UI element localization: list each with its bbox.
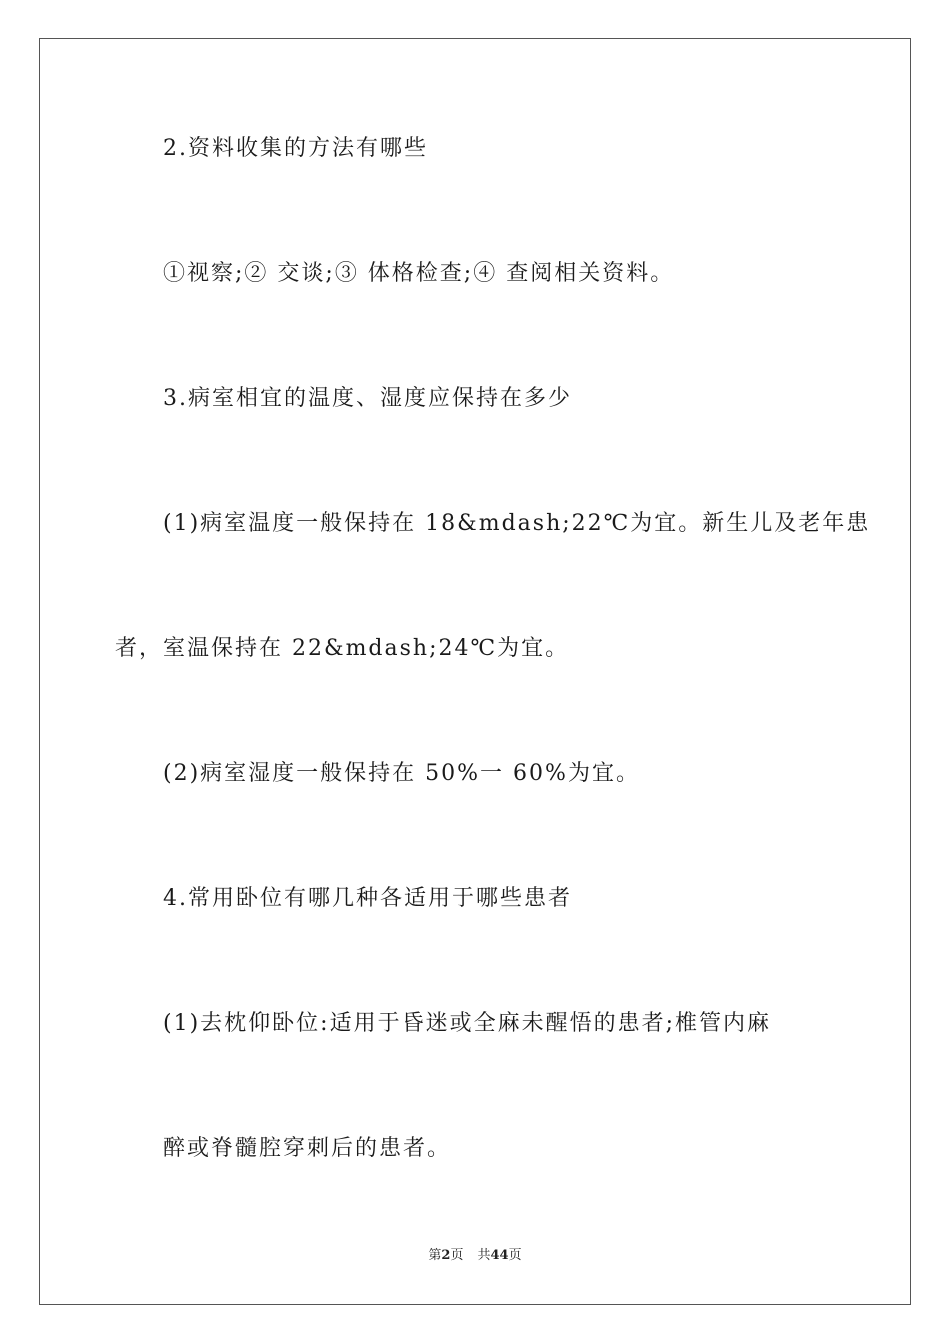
answer-3-part-2: (2)病室湿度一般保持在 50%一 60%为宜。 (163, 761, 640, 786)
answer-3-part-1-line-2: 者，室温保持在 22&mdash;24℃为宜。 (115, 636, 570, 661)
page-total-number: 44 (490, 1248, 509, 1263)
question-3-heading: 3.病室相宜的温度、湿度应保持在多少 (163, 386, 572, 411)
answer-3-part-1-line-1: (1)病室温度一般保持在 18&mdash;22℃为宜。新生儿及老年患 (163, 511, 871, 536)
question-2-heading: 2.资料收集的方法有哪些 (163, 136, 428, 161)
page-prefix: 第 (428, 1248, 442, 1263)
page-unit: 页 (450, 1248, 464, 1263)
total-unit: 页 (508, 1248, 522, 1263)
total-prefix: 共 (477, 1248, 491, 1263)
answer-2-text: ①视察;② 交谈;③ 体格检查;④ 查阅相关资料。 (163, 261, 675, 286)
question-4-heading: 4.常用卧位有哪几种各适用于哪些患者 (163, 886, 572, 911)
answer-4-part-1-line-1: (1)去枕仰卧位:适用于昏迷或全麻未醒悟的患者;椎管内麻 (163, 1011, 771, 1036)
answer-4-part-1-line-2: 醉或脊髓腔穿刺后的患者。 (163, 1136, 452, 1161)
page-footer (0, 1248, 950, 1264)
page-border (39, 38, 911, 1305)
page-current-number: 2 (441, 1248, 451, 1263)
